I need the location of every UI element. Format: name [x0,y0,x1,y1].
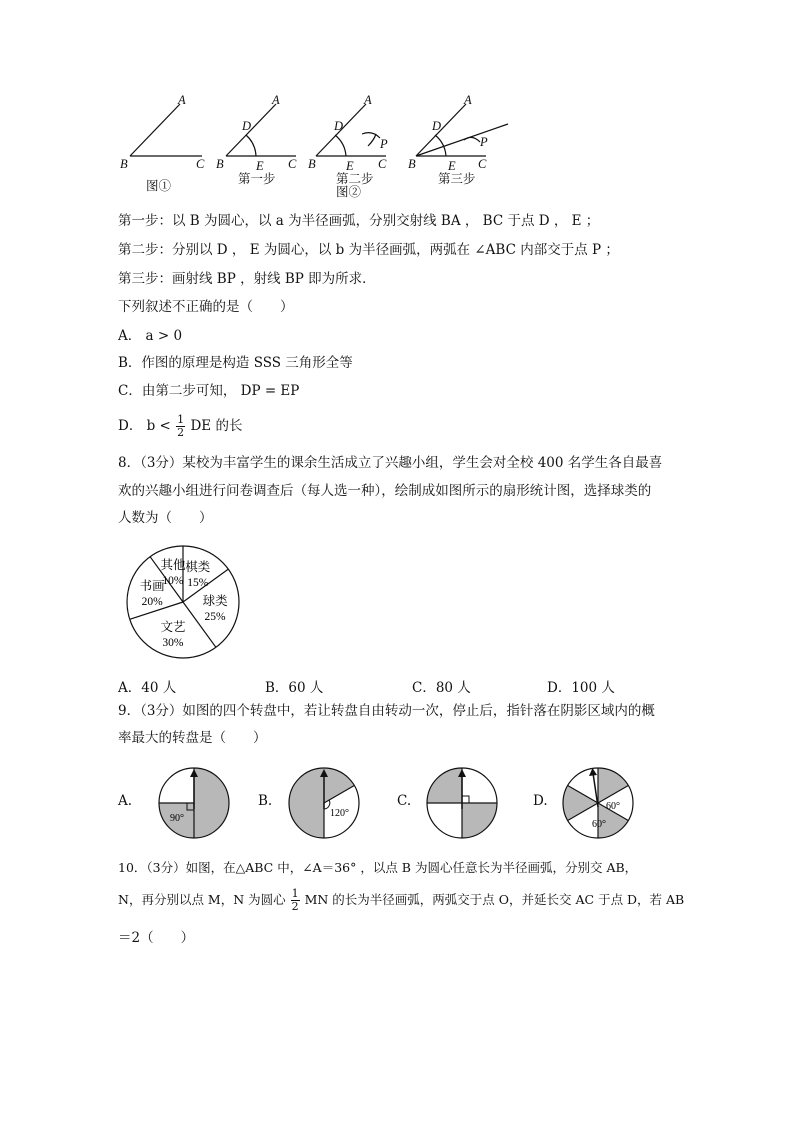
q7-option-d-fraction [176,414,185,439]
q9-line1: 9．（3分）如图的四个转盘中，若让转盘自由转动一次，停止后，指针落在阴影区域内的概 [118,703,655,719]
q7-option-d-suffix: DE 的长 [190,418,243,434]
q8-line3: 人数为（ ） [118,510,213,526]
pie-chart [118,538,248,666]
step2-label-E: E [346,159,354,173]
q9-option-a: A. [118,793,133,809]
step1-label-C: C [288,157,297,171]
q7-option-b: B．作图的原理是构造 SSS 三角形全等 [118,355,353,371]
step3-label-E: E [448,159,456,173]
step2-caption: 第二步 [336,172,374,186]
step3-label-P: P [480,135,488,149]
q7-question: 下列叙述不正确的是（ ） [118,299,294,315]
fig1-label-A: A [178,93,186,107]
step2-label-D: D [334,119,344,133]
step2-label-C: C [378,157,387,171]
q8-line2: 欢的兴趣小组进行问卷调查后（每人选一种），绘制成如图所示的扇形统计图，选择球类的 [118,483,652,499]
q8-option-b: B．60 人 [265,680,324,696]
step3-label-B: B [408,157,416,171]
q10-fraction [291,888,300,913]
step3-label-A: A [464,93,472,107]
q9-option-d: D. [533,793,548,809]
q10-line3: ＝2（ ） [118,930,195,946]
spinner-b-angle: 120° [330,808,349,819]
step2-label-P: P [380,137,388,151]
pie-slice-2-percent: 25% [204,611,226,624]
step1-label-D: D [242,119,252,133]
fraction-numerator: 1 [291,887,299,900]
pie-slice-5-percent: 10% [162,575,184,588]
pie-slice-2-name: 球类 [202,593,228,609]
q8-option-c: C．80 人 [412,680,471,696]
fraction-denominator: 2 [177,426,185,439]
q8-option-d: D．100 人 [547,680,615,696]
pie-slice-5-name: 其他 [160,557,186,573]
spinner-d-angle-2: 60° [592,819,606,830]
q8-option-a: A．40 人 [118,680,177,696]
q8-line1: 8．（3分）某校为丰富学生的课余生活成立了兴趣小组，学生会对全校 400 名学生各自最喜 [118,455,663,471]
q10-line2 [118,888,684,913]
spinner-d [560,765,636,841]
pie-slice-1-name: 棋类 [185,559,211,575]
pie-slice-3-name: 文艺 [160,618,186,634]
step1-label-B: B [216,157,224,171]
pie-slice-4-name: 书画 [139,577,165,593]
step3-label-D: D [432,119,442,133]
spinner-d-angle-1: 60° [606,801,620,812]
step2-label-B: B [308,157,316,171]
pie-slice-1-percent: 15% [187,577,209,590]
fig1-caption: 图① [146,179,172,193]
spinner-a [156,765,232,841]
fig1-label-B: B [120,157,128,171]
pie-slice-4-percent: 20% [141,595,163,608]
step1-caption: 第一步 [238,172,276,186]
q7-option-c: C．由第二步可知， DP = EP [118,383,300,399]
step3-caption: 第三步 [438,172,476,186]
fig2-caption: 图② [336,185,362,199]
q7-step2: 第二步：分别以 D ， E 为圆心，以 b 为半径画弧，两弧在 ∠ABC 内部交于点 P ； [118,242,619,258]
spinner-a-angle: 90° [170,813,184,824]
fig1-label-C: C [196,157,205,171]
q7-figures [110,90,530,200]
q9-option-c: C. [397,793,412,809]
q7-step1: 第一步：以 B 为圆心，以 a 为半径画弧，分别交射线 BA ， BC 于点 D ， E ； [118,213,600,229]
q7-option-d [118,414,242,439]
q7-option-a: A． a > 0 [118,328,183,344]
q10-line1: 10．（3分）如图，在△ABC 中，∠A＝36° ，以点 B 为圆心任意长为半径画弧，分别交 AB， [118,860,638,875]
step2-label-A: A [364,93,372,107]
q10-line2-prefix: N，再分别以点 M，N 为圆心 [118,892,286,907]
q7-step3: 第三步：画射线 BP ，射线 BP 即为所求． [118,271,376,287]
spinner-b [286,765,362,841]
q7-option-d-prefix: D． b < [118,418,171,434]
pie-slice-3-percent: 30% [162,636,184,649]
fraction-denominator: 2 [291,900,299,913]
fraction-numerator: 1 [177,413,185,426]
q9-option-b: B. [258,793,273,809]
spinner-c [424,765,500,841]
q10-line2-suffix: MN 的长为半径画弧，两弧交于点 O，并延长交 AC 于点 D，若 AB [304,892,685,907]
step3-label-C: C [478,157,487,171]
step1-label-A: A [272,93,280,107]
step1-label-E: E [256,159,264,173]
q9-line2: 率最大的转盘是（ ） [118,730,267,746]
